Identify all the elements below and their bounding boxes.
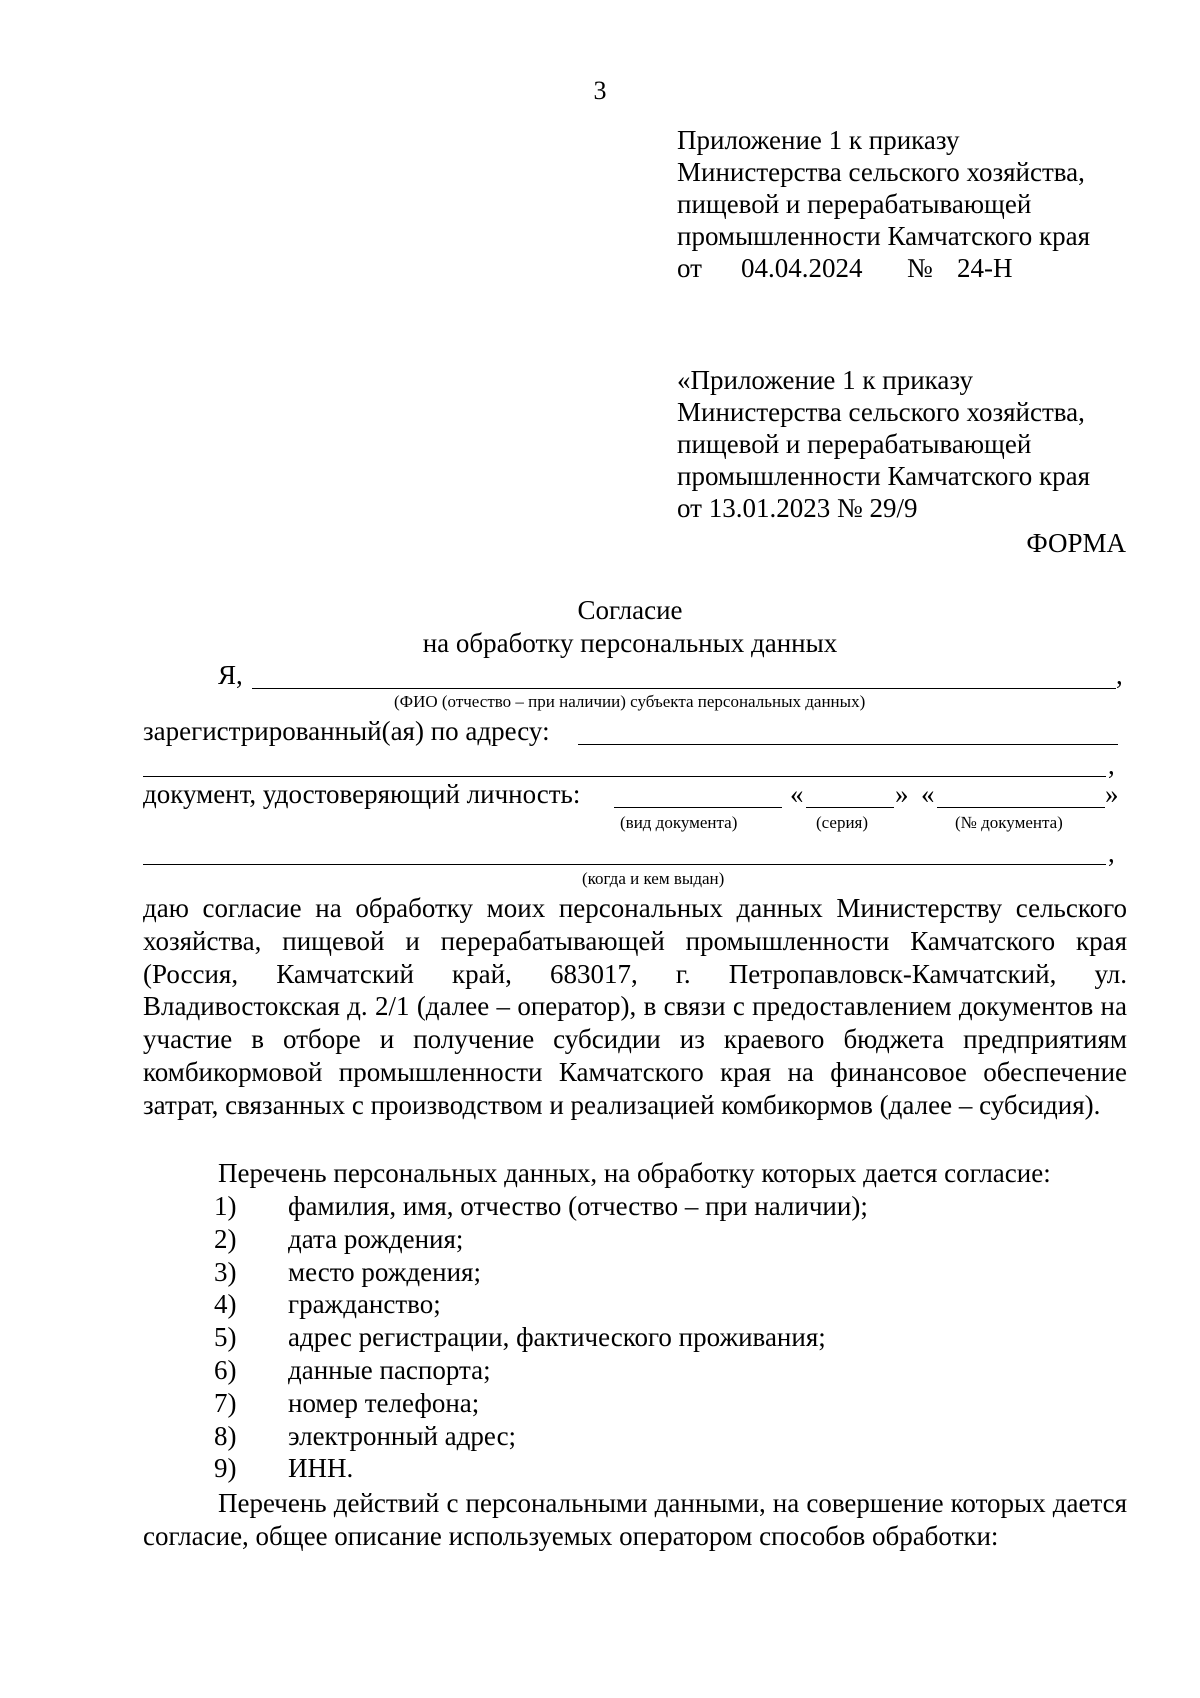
attachment-line: Приложение 1 к приказу [677, 125, 960, 155]
attachment-previous-order [677, 364, 1090, 524]
document-type-field[interactable] [614, 807, 782, 808]
address-field[interactable] [578, 744, 1118, 745]
comma: , [1108, 750, 1115, 780]
list-item-text: гражданство; [288, 1289, 441, 1320]
list-item-text: электронный адрес; [288, 1420, 517, 1451]
list-item-number: 3) [214, 1256, 237, 1287]
list-intro: Перечень персональных данных, на обработку которых дается согласие: [218, 1158, 1051, 1188]
attachment-line: промышленности Камчатского края [677, 461, 1091, 491]
list-item-number: 5) [214, 1322, 237, 1353]
list-item-number: 8) [214, 1420, 237, 1451]
list-item-number: 4) [214, 1289, 237, 1320]
address-field-continued[interactable] [143, 776, 1106, 777]
list-item-text: место рождения; [288, 1256, 481, 1287]
list-item-text: данные паспорта; [288, 1354, 491, 1385]
issued-by-field[interactable] [143, 864, 1106, 865]
attachment-line: от 13.01.2023 № 29/9 [677, 493, 918, 523]
order-date: 04.04.2024 [741, 253, 863, 283]
list-item-text: адрес регистрации, фактического проживания; [288, 1322, 826, 1353]
quote-close: » [895, 779, 909, 809]
list-item-text: дата рождения; [288, 1223, 464, 1254]
doc-number-caption: (№ документа) [955, 813, 1063, 832]
list-item-number: 2) [214, 1223, 237, 1254]
attachment-line: пищевой и перерабатывающей [677, 189, 1032, 219]
comma: , [1108, 838, 1115, 868]
quote-close: » [1105, 779, 1119, 809]
list-item [214, 1452, 868, 1485]
order-from-label: от [677, 253, 702, 283]
doc-type-caption: (вид документа) [620, 813, 738, 832]
order-number-sign: № [907, 253, 933, 283]
list-item-number: 1) [214, 1191, 237, 1221]
fio-field[interactable] [252, 688, 1116, 689]
list-item-number: 7) [214, 1387, 237, 1418]
attachment-line: Министерства сельского хозяйства, [677, 157, 1085, 187]
list-item [214, 1321, 868, 1354]
personal-data-list [214, 1190, 868, 1485]
attachment-line: «Приложение 1 к приказу [677, 365, 973, 395]
list-item-number: 9) [214, 1453, 237, 1484]
document-series-field[interactable] [806, 807, 894, 808]
list-item-text: ИНН. [288, 1453, 354, 1484]
order-date-number [677, 252, 1090, 284]
ya-label: Я, [218, 660, 243, 690]
list-item-number: 6) [214, 1354, 237, 1385]
list-item-text: фамилия, имя, отчество (отчество – при наличии); [288, 1191, 868, 1221]
quote-open: « [790, 779, 804, 809]
list-item [214, 1223, 868, 1256]
address-label: зарегистрированный(ая) по адресу: [143, 716, 550, 746]
order-number: 24-Н [957, 253, 1013, 283]
quote-open: « [921, 779, 935, 809]
attachment-line: промышленности Камчатского края [677, 221, 1091, 251]
document-label: документ, удостоверяющий личность: [143, 779, 581, 809]
form-label: ФОРМА [1026, 528, 1126, 558]
comma: , [1116, 660, 1123, 690]
list-item-text: номер телефона; [288, 1387, 480, 1418]
series-caption: (серия) [816, 813, 869, 832]
attachment-line: Министерства сельского хозяйства, [677, 397, 1085, 427]
list-item [214, 1256, 868, 1289]
page-number: 3 [593, 76, 607, 105]
actions-paragraph: Перечень действий с персональными данными, на совершение которых дается согласие, общее описание используемых оператором способов обработки: [143, 1488, 1127, 1551]
list-item [214, 1288, 868, 1321]
issued-caption: (когда и кем выдан) [582, 869, 725, 888]
list-item [214, 1354, 868, 1387]
attachment-current-order [677, 124, 1090, 284]
attachment-line: пищевой и перерабатывающей [677, 429, 1032, 459]
list-item [214, 1420, 868, 1453]
fio-caption: (ФИО (отчество – при наличии) субъекта персональных данных) [394, 692, 866, 711]
list-item [214, 1387, 868, 1420]
consent-paragraph: даю согласие на обработку моих персональных данных Министерству сельского хозяйства, пищевой и перерабатывающей промышленности Камчатского края (Россия, Камчатский край, 683017, г. Петропавловск-Камчатский, ул. Владивостокская д. 2/1 (далее – оператор), в связи с предоставлением документов на участие в отборе и получение субсидии из краевого бюджета предприятиям комбикормовой промышленности Камчатского края на финансовое обеспечение затрат, связанных с производством и реализацией комбикормов (далее – субсидия). [143, 893, 1127, 1120]
document-subtitle: на обработку персональных данных [422, 628, 838, 658]
document-number-field[interactable] [937, 807, 1105, 808]
document-title: Согласие [577, 595, 683, 625]
list-item [214, 1190, 868, 1223]
